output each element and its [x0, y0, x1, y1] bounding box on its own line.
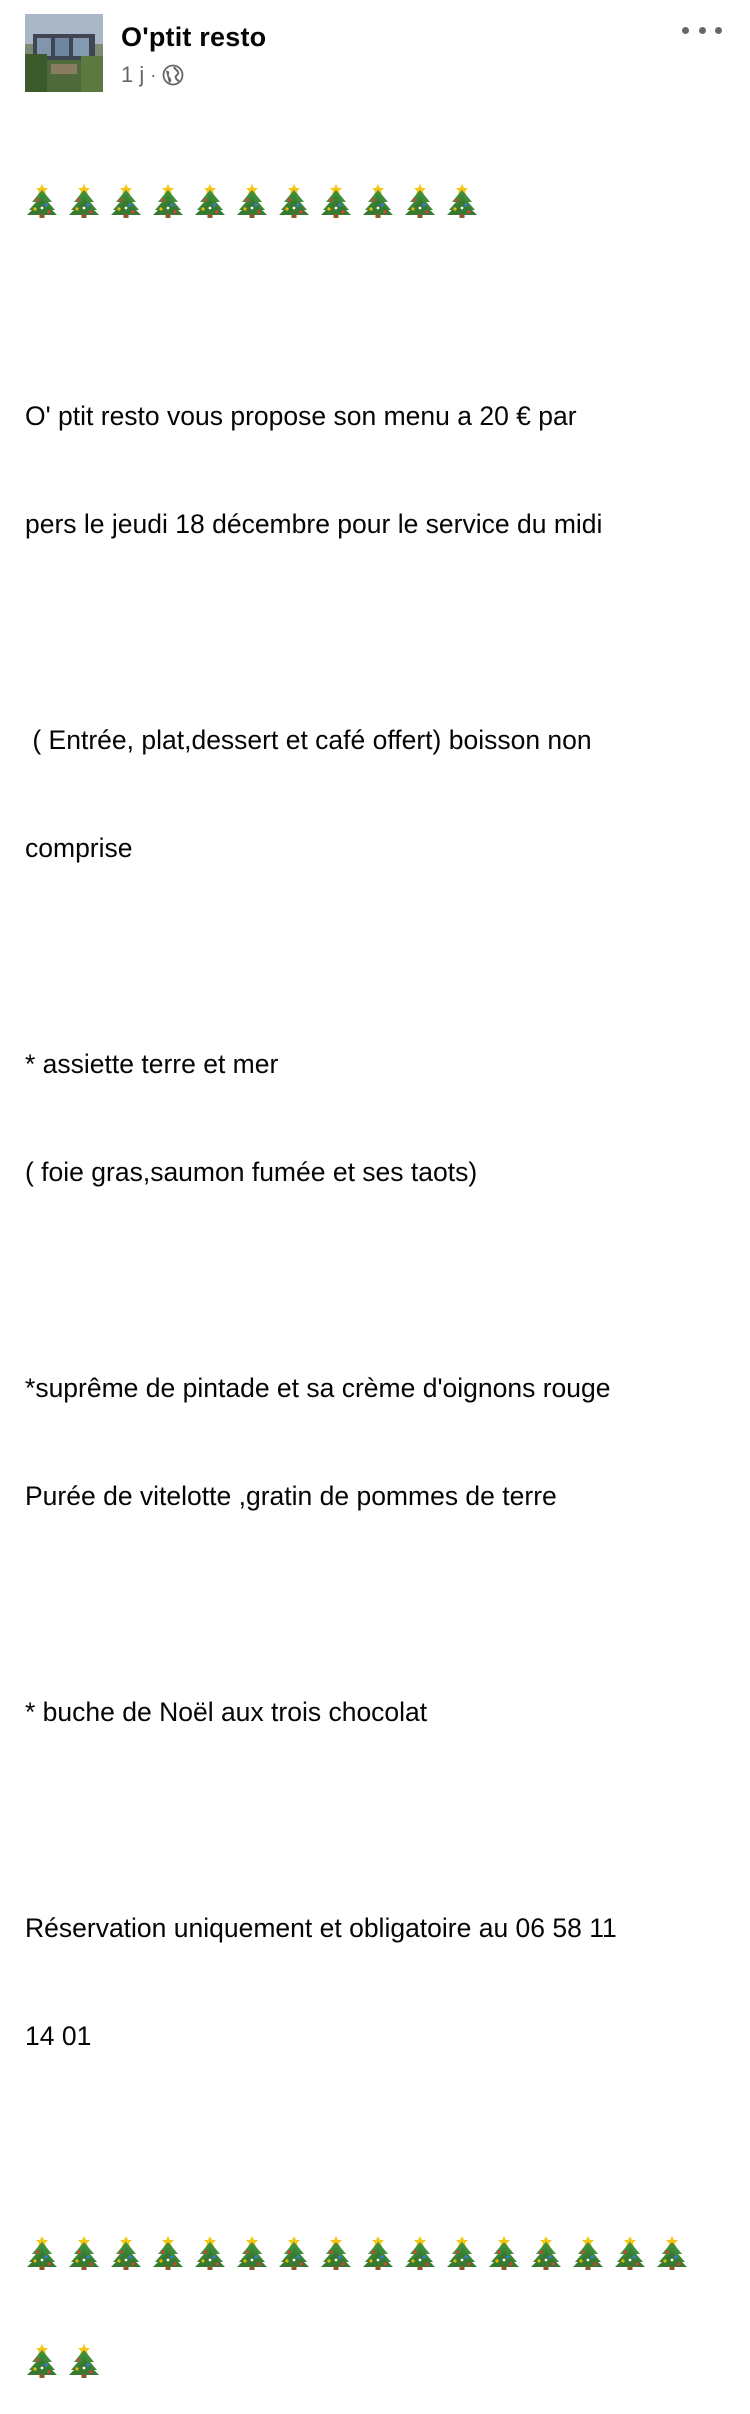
christmas-tree-icon — [277, 182, 319, 218]
christmas-tree-icon — [25, 2342, 67, 2378]
christmas-tree-icon — [277, 2234, 319, 2270]
christmas-tree-icon — [655, 2234, 697, 2270]
christmas-tree-icon — [319, 182, 361, 218]
christmas-tree-icon — [235, 2234, 277, 2270]
more-options-button[interactable] — [682, 18, 722, 42]
christmas-tree-icon — [25, 182, 67, 218]
christmas-tree-icon — [235, 182, 277, 218]
post-line: ( Entrée, plat,dessert et café offert) boisson non — [25, 725, 592, 755]
post-line: 14 01 — [25, 2021, 92, 2051]
post-line: pers le jeudi 18 décembre pour le service du midi — [25, 509, 603, 539]
christmas-tree-icon — [529, 2234, 571, 2270]
more-horizontal-icon — [682, 27, 689, 34]
christmas-tree-icon — [25, 2234, 67, 2270]
globe-icon — [162, 64, 184, 86]
post-line: * buche de Noël aux trois chocolat — [25, 1697, 428, 1727]
christmas-tree-icon — [193, 2234, 235, 2270]
avatar[interactable] — [25, 14, 103, 92]
tree-row-bottom — [25, 2342, 725, 2378]
christmas-tree-icon — [445, 2234, 487, 2270]
christmas-tree-icon — [67, 182, 109, 218]
christmas-tree-icon — [151, 2234, 193, 2270]
christmas-tree-icon — [445, 182, 487, 218]
tree-row-bottom — [25, 2234, 725, 2270]
christmas-tree-icon — [613, 2234, 655, 2270]
page-name[interactable]: O'ptit resto — [121, 22, 267, 52]
meta-separator: · — [150, 64, 157, 85]
christmas-tree-icon — [67, 2234, 109, 2270]
christmas-tree-icon — [193, 182, 235, 218]
christmas-tree-icon — [109, 2234, 151, 2270]
christmas-tree-icon — [403, 2234, 445, 2270]
christmas-tree-icon — [487, 2234, 529, 2270]
post-meta — [121, 62, 184, 88]
christmas-tree-icon — [109, 182, 151, 218]
post-line: Purée de vitelotte ,gratin de pommes de terre — [25, 1481, 557, 1511]
post-body — [25, 110, 725, 2414]
post-line: *suprême de pintade et sa crème d'oignons rouge — [25, 1373, 611, 1403]
christmas-tree-icon — [571, 2234, 613, 2270]
christmas-tree-icon — [361, 2234, 403, 2270]
post-line: comprise — [25, 833, 133, 863]
christmas-tree-icon — [403, 182, 445, 218]
christmas-tree-icon — [361, 182, 403, 218]
post-header — [25, 14, 725, 94]
post-line: O' ptit resto vous propose son menu a 20 € par — [25, 401, 577, 431]
christmas-tree-icon — [319, 2234, 361, 2270]
post-line: ( foie gras,saumon fumée et ses taots) — [25, 1157, 478, 1187]
post-line: * assiette terre et mer — [25, 1049, 279, 1079]
tree-row-top — [25, 182, 725, 218]
christmas-tree-icon — [67, 2342, 109, 2378]
post-time[interactable]: 1 j — [121, 62, 145, 87]
post-line: Réservation uniquement et obligatoire au 06 58 11 — [25, 1913, 617, 1943]
christmas-tree-icon — [151, 182, 193, 218]
